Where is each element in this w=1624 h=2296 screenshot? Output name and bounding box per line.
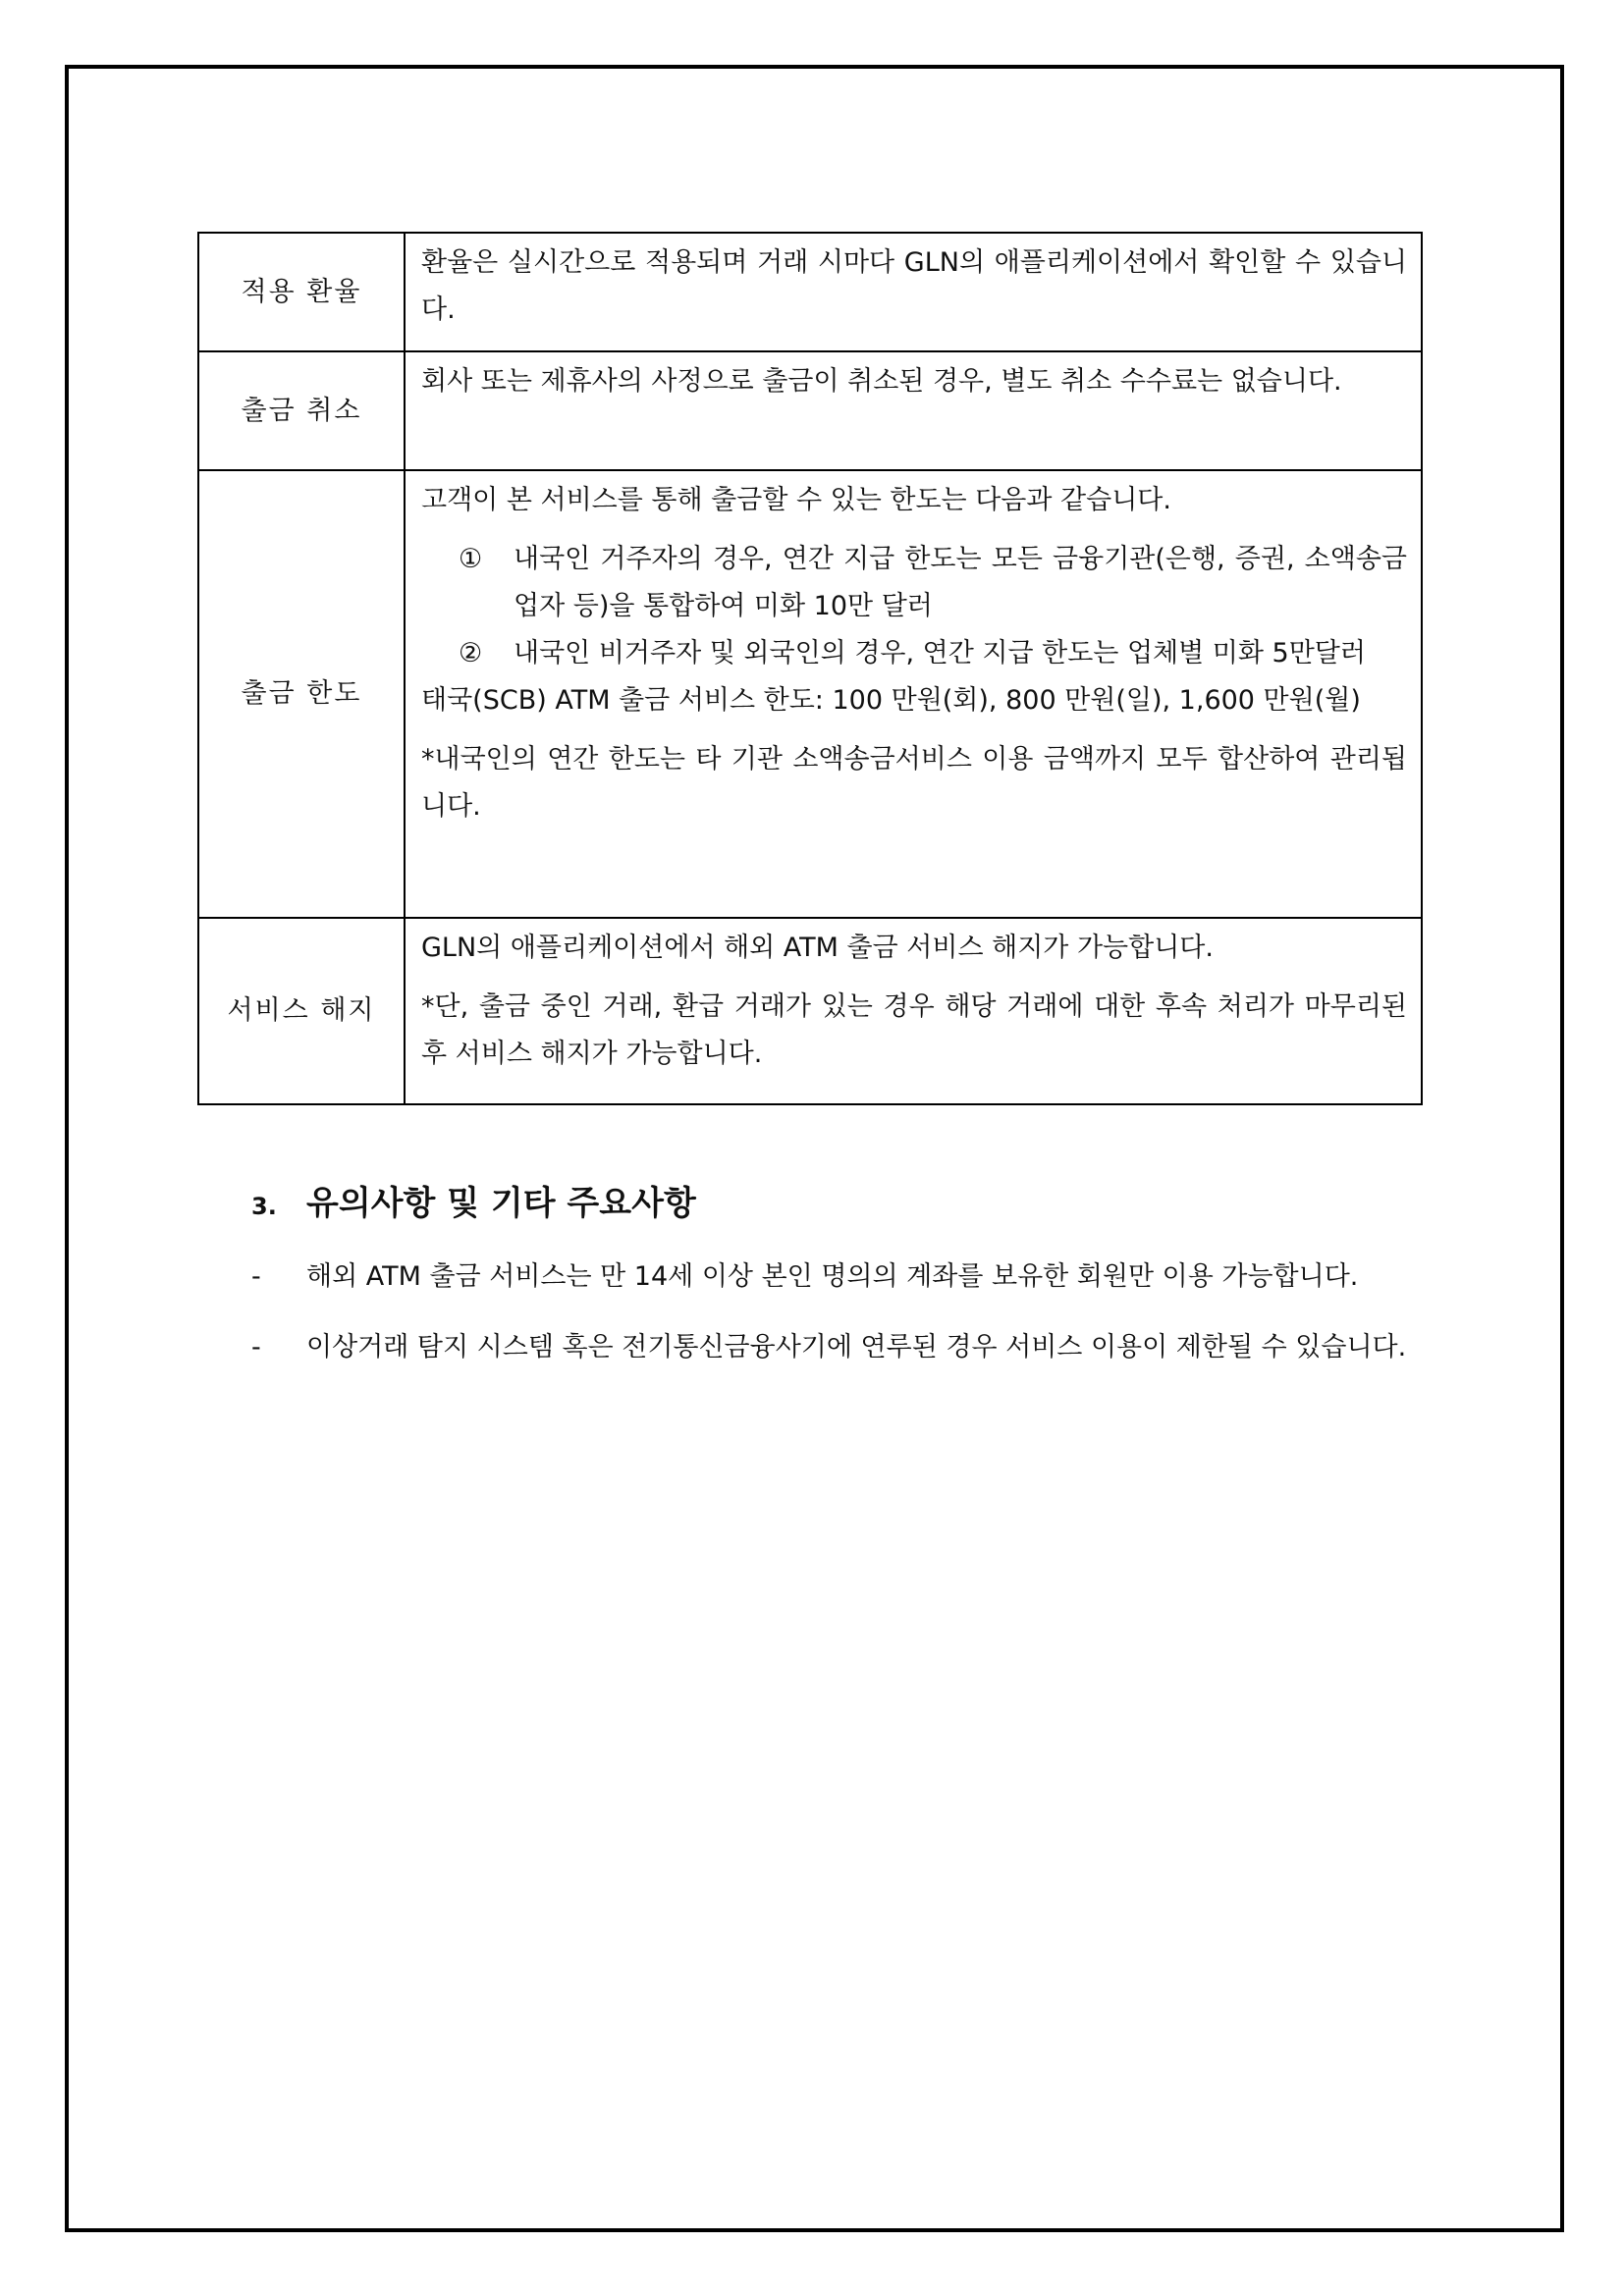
service-termination-note: *단, 출금 중인 거래, 환급 거래가 있는 경우 해당 거래에 대한 후속 처리가 마무리된 후 서비스 해지가 가능합니다.: [421, 991, 1407, 1069]
list-item: [251, 1322, 1430, 1373]
row-content-withdrawal-cancel: [405, 351, 1422, 470]
row-content-withdrawal-limit: [405, 470, 1422, 918]
table-row-withdrawal-cancel: [198, 351, 1422, 470]
table-row-exchange-rate: [198, 233, 1422, 351]
list-item-text: 내국인 거주자의 경우, 연간 지급 한도는 모든 금융기관(은행, 증권, 소액송금업자 등)을 통합하여 미화 10만 달러: [514, 544, 1407, 621]
row-label-withdrawal-cancel: 출금 취소: [198, 351, 405, 470]
withdrawal-cancel-text: 회사 또는 제휴사의 사정으로 출금이 취소된 경우, 별도 취소 수수료는 없습니다.: [421, 366, 1342, 397]
bullet-dash: -: [251, 1261, 261, 1292]
row-content-service-termination: [405, 918, 1422, 1104]
list-marker: ①: [459, 544, 483, 574]
withdrawal-limit-note: *내국인의 연간 한도는 타 기관 소액송금서비스 이용 금액까지 모두 합산하여 관리됩니다.: [421, 744, 1407, 822]
list-item: [421, 630, 1407, 677]
withdrawal-limit-list: [421, 536, 1407, 677]
exchange-rate-text: 환율은 실시간으로 적용되며 거래 시마다 GLN의 애플리케이션에서 확인할 수 있습니다.: [421, 247, 1407, 325]
table-row-withdrawal-limit: [198, 470, 1422, 918]
section-number: 3.: [251, 1193, 277, 1220]
list-item-text: 내국인 비거주자 및 외국인의 경우, 연간 지급 한도는 업체별 미화 5만달러: [514, 638, 1366, 668]
row-label-exchange-rate: 적용 환율: [198, 233, 405, 351]
service-info-table: [197, 232, 1423, 1105]
list-marker: ②: [459, 638, 483, 668]
list-item: [421, 536, 1407, 630]
row-content-exchange-rate: [405, 233, 1422, 351]
service-termination-text: GLN의 애플리케이션에서 해외 ATM 출금 서비스 해지가 가능합니다.: [421, 933, 1214, 963]
withdrawal-limit-intro: 고객이 본 서비스를 통해 출금할 수 있는 한도는 다음과 같습니다.: [421, 485, 1171, 515]
thai-atm-limit-text: 태국(SCB) ATM 출금 서비스 한도: 100 만원(회), 800 만원(일), 1,600 만원(월): [421, 685, 1361, 716]
section-3-notes: [251, 1174, 1430, 1373]
list-item: [251, 1252, 1430, 1303]
bullet-dash: -: [251, 1332, 261, 1362]
table-row-service-termination: [198, 918, 1422, 1104]
bullet-text: 이상거래 탐지 시스템 혹은 전기통신금융사기에 연루된 경우 서비스 이용이 제한될 수 있습니다.: [306, 1332, 1407, 1362]
section-title-text: 유의사항 및 기타 주요사항: [306, 1184, 696, 1223]
bullet-text: 해외 ATM 출금 서비스는 만 14세 이상 본인 명의의 계좌를 보유한 회원만 이용 가능합니다.: [306, 1261, 1359, 1292]
row-label-withdrawal-limit: 출금 한도: [198, 470, 405, 918]
section-title: [251, 1174, 1430, 1236]
row-label-service-termination: 서비스 해지: [198, 918, 405, 1104]
